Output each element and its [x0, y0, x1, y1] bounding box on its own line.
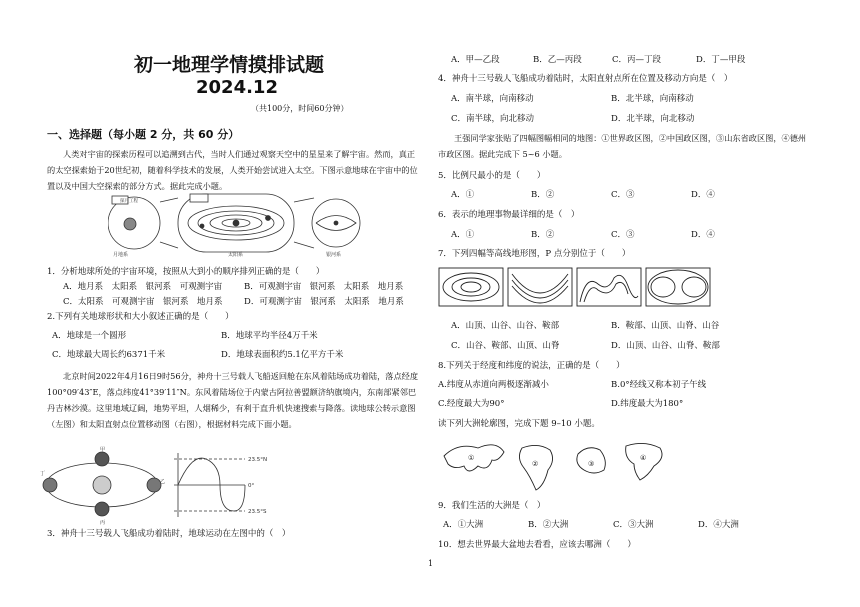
q1-stem: 1．分析地球所处的宇宙环境，按照从大到小的顺序排列正确的是（ ）	[47, 267, 325, 277]
exam-subtitle: （共100分，时间60分钟）	[251, 104, 349, 113]
fig2-label-equator: 0°	[248, 483, 255, 489]
q2-stem: 2.下列有关地球形状和大小叙述正确的是（ ）	[47, 312, 234, 322]
continents-figure	[438, 436, 698, 496]
fig1-label-top: 探月工程	[120, 199, 138, 204]
q3-option-b[interactable]: B．乙—丙段	[533, 55, 582, 65]
q6-option-b[interactable]: B．②	[531, 230, 555, 240]
q3-option-a[interactable]: A．甲—乙段	[451, 55, 500, 65]
contour-maps-figure	[438, 266, 728, 310]
q1-option-d[interactable]: D．可观测宇宙 银河系 太阳系 地月系	[244, 297, 404, 307]
q7-option-b[interactable]: B．鞍部、山顶、山脊、山谷	[611, 321, 720, 331]
q7-stem: 7．下列四幅等高线地形图，P 点分别位于（ ）	[438, 249, 631, 259]
fig1-label-moon: 月地系	[113, 252, 129, 258]
universe-figure	[108, 190, 366, 258]
q6-option-c[interactable]: C．③	[611, 230, 635, 240]
q9-option-c[interactable]: C．③大洲	[613, 520, 654, 530]
intro-paragraph-4: 读下列大洲轮廓图，完成下题 9–10 小题。	[438, 419, 600, 429]
intro-paragraph-2: 北京时间2022年4月16日9时56分，神舟十三号载人飞船返回舱在东风着陆场成功着陆，落点经度100°09′43″E，落点纬度41°39′11″N。东风着陆场位于内蒙古阿拉善盟额济纳旗境内，东南部紧邻巴丹吉林沙漠。这里地域辽阔，地势平坦，人烟稀少，有利于直升机快速搜索与降落。读地球公转示意图（左图）和太阳直射点位置移动图（右图），根据材料完成下面小题。	[47, 371, 419, 429]
q2-option-d[interactable]: D．地球表面积约5.1亿平方千米	[221, 350, 344, 360]
q1-option-a[interactable]: A．地月系 太阳系 银河系 可观测宇宙	[63, 282, 223, 292]
q9-stem: 9．我们生活的大洲是（ ）	[438, 501, 546, 511]
intro-paragraph-1: 人类对宇宙的探索历程可以追溯到古代，当时人们通过观察天空中的星星来了解宇宙。然而，真正的太空探索始于20世纪初，随着科学技术的发展，人类开始尝试进入太空。下图示意地球在宇宙中的位置以及中国大空探索的部分方式。据此完成小题。	[47, 149, 418, 191]
q4-option-b[interactable]: B．北半球，向南移动	[611, 94, 694, 104]
q9-option-a[interactable]: A．①大洲	[443, 520, 484, 530]
fig2-label-b: 乙	[160, 479, 166, 485]
exam-date: 2024.12	[196, 77, 278, 98]
q4-stem: 4．神舟十三号载人飞船成功着陆时，太阳直射点所在位置及移动方向是（ ）	[438, 74, 733, 84]
section-heading: 一、选择题（每小题 2 分，共 60 分）	[47, 128, 240, 141]
q3-option-c[interactable]: C．丙—丁段	[612, 55, 662, 65]
q8-option-a[interactable]: A.纬度从赤道向两极逐渐减小	[438, 380, 549, 390]
svg-text:③: ③	[588, 460, 595, 468]
q9-option-b[interactable]: B．②大洲	[528, 520, 569, 530]
q7-option-c[interactable]: C．山谷、鞍部、山顶、山脊	[451, 341, 560, 351]
q3-option-d[interactable]: D．丁—甲段	[696, 55, 746, 65]
fig2-label-c: 丙	[100, 520, 106, 525]
svg-text:④: ④	[640, 454, 647, 462]
q6-option-a[interactable]: A．①	[451, 230, 475, 240]
earth-orbit-figure	[40, 445, 290, 525]
q2-option-b[interactable]: B．地球平均半径4万千米	[221, 331, 318, 341]
q1-option-c[interactable]: C．太阳系 可观测宇宙 银河系 地月系	[63, 297, 223, 307]
page-number: 1	[428, 559, 434, 568]
q3-stem: 3．神舟十三号载人飞船成功着陆时，地球运动在左图中的（ ）	[47, 529, 291, 539]
fig2-label-south: 23.5°S	[248, 509, 267, 515]
fig1-label-galaxy: 银河系	[326, 252, 342, 258]
q2-option-a[interactable]: A．地球是一个圆形	[52, 331, 127, 341]
fig2-label-north: 23.5°N	[248, 457, 268, 463]
q8-stem: 8.下列关于经度和纬度的说法，正确的是（ ）	[438, 361, 625, 371]
q4-option-c[interactable]: C．南半球，向北移动	[451, 114, 535, 124]
q5-option-d[interactable]: D．④	[691, 190, 715, 200]
fig2-label-d: 丁	[40, 471, 46, 477]
exam-title: 初一地理学情摸排试题	[134, 54, 325, 76]
q5-stem: 5．比例尺最小的是（ ）	[438, 171, 546, 181]
q8-option-c[interactable]: C.经度最大为90°	[438, 399, 505, 409]
q5-option-b[interactable]: B．②	[531, 190, 555, 200]
q5-option-a[interactable]: A．①	[451, 190, 475, 200]
q8-option-b[interactable]: B.0°经线又称本初子午线	[611, 380, 707, 390]
q7-option-d[interactable]: D．山顶、山谷、山脊、鞍部	[611, 341, 720, 351]
fig1-label-solar: 太阳系	[228, 252, 244, 258]
q7-option-a[interactable]: A．山顶、山谷、山谷、鞍部	[451, 321, 560, 331]
intro-paragraph-3: 王强同学家张贴了四幅图幅相同的地图：①世界政区图，②中国政区图，③山东省政区图，④德州市政区图。据此完成下 5~6 小题。	[438, 133, 807, 159]
q9-option-d[interactable]: D．④大洲	[698, 520, 739, 530]
svg-text:②: ②	[532, 460, 539, 468]
q8-option-d[interactable]: D.纬度最大为180°	[611, 399, 684, 409]
svg-text:①: ①	[468, 454, 475, 462]
q4-option-d[interactable]: D．北半球，向北移动	[611, 114, 695, 124]
q5-option-c[interactable]: C．③	[611, 190, 635, 200]
q10-stem: 10．想去世界最大盆地去看看，应该去哪洲（ ）	[438, 540, 636, 550]
q4-option-a[interactable]: A．南半球，向南移动	[451, 94, 534, 104]
q1-option-b[interactable]: B．可观测宇宙 银河系 太阳系 地月系	[244, 282, 404, 292]
q2-option-c[interactable]: C．地球最大周长约6371千米	[52, 350, 166, 360]
q6-stem: 6．表示的地理事物最详细的是（ ）	[438, 210, 580, 220]
q6-option-d[interactable]: D．④	[691, 230, 715, 240]
fig2-label-a: 甲	[100, 447, 106, 453]
